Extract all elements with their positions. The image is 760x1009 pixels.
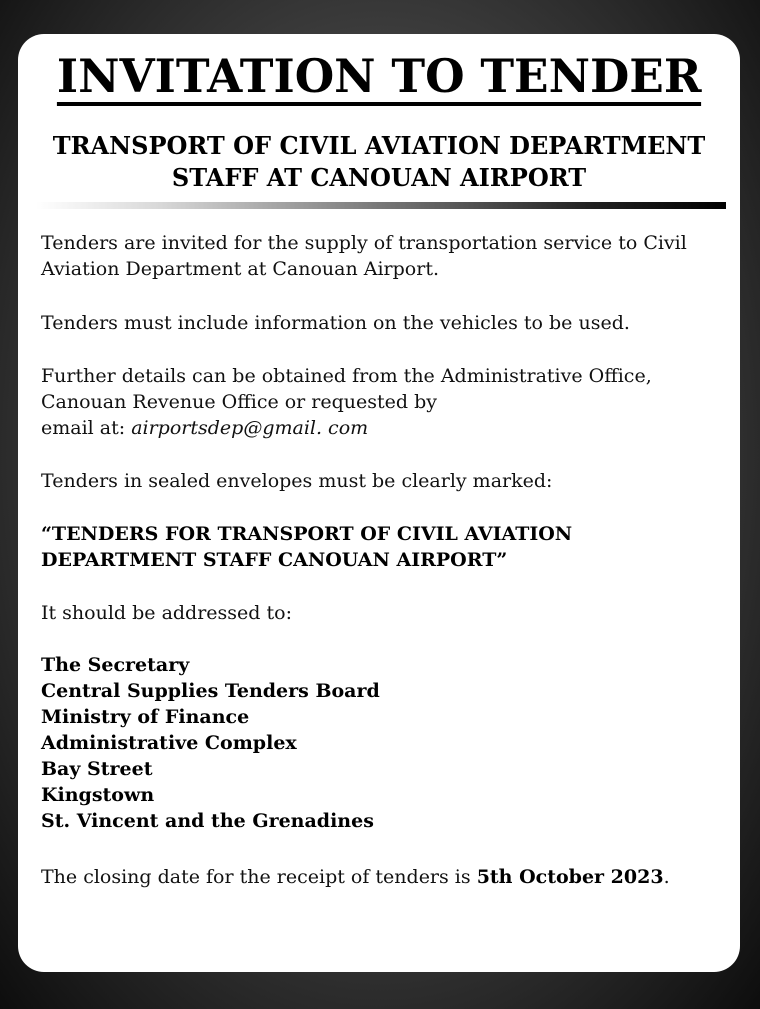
paragraph-vehicles-text: Tenders must include information on the vehicles to be used. xyxy=(41,312,630,334)
address-block xyxy=(41,652,711,834)
paragraph-details-line-1: Further details can be obtained from the Administrative Office, xyxy=(41,365,652,387)
email-prefix: email at: xyxy=(41,417,132,439)
subtitle-line-2: STAFF AT CANOUAN AIRPORT xyxy=(171,163,587,192)
paragraph-vehicles xyxy=(41,310,711,336)
divider-rule xyxy=(36,202,726,209)
paragraph-details-line-3 xyxy=(41,415,711,441)
paragraph-details-line-2: Canouan Revenue Office or requested by xyxy=(41,391,438,413)
paragraph-invitation-line-1: Tenders are invited for the supply of transportation service to Civil xyxy=(41,232,687,254)
closing-date-prefix: The closing date for the receipt of tenders is xyxy=(41,866,477,888)
envelope-marking-line-2: DEPARTMENT STAFF CANOUAN AIRPORT” xyxy=(41,549,508,571)
closing-date-paragraph xyxy=(41,864,711,890)
paragraph-invitation-line-2: Aviation Department at Canouan Airport. xyxy=(41,258,439,280)
address-line: Bay Street xyxy=(41,758,153,780)
notice-subtitle xyxy=(18,130,740,194)
paragraph-sealed xyxy=(41,468,711,494)
paragraph-invitation xyxy=(41,230,711,282)
address-line: Ministry of Finance xyxy=(41,706,250,728)
address-line: Kingstown xyxy=(41,784,155,806)
closing-date: 5th October 2023 xyxy=(476,866,664,888)
notice-title xyxy=(18,46,740,106)
subtitle-line-1: TRANSPORT OF CIVIL AVIATION DEPARTMENT xyxy=(52,131,706,160)
paragraph-address-intro xyxy=(41,600,711,626)
notice-title-text: INVITATION TO TENDER xyxy=(57,50,702,106)
address-line: The Secretary xyxy=(41,654,190,676)
address-line: Administrative Complex xyxy=(41,732,297,754)
paragraph-sealed-text: Tenders in sealed envelopes must be clearly marked: xyxy=(41,470,553,492)
closing-date-suffix: . xyxy=(663,866,670,888)
paragraph-details xyxy=(41,363,711,441)
closing-date-line xyxy=(41,864,711,890)
envelope-marking-line-1: “TENDERS FOR TRANSPORT OF CIVIL AVIATION xyxy=(41,523,573,545)
address-line: St. Vincent and the Grenadines xyxy=(41,810,374,832)
paragraph-address-intro-text: It should be addressed to: xyxy=(41,602,292,624)
tender-notice xyxy=(18,34,740,972)
envelope-marking xyxy=(41,521,711,573)
email-address: airportsdep@gmail. com xyxy=(131,417,369,439)
address-line: Central Supplies Tenders Board xyxy=(41,680,380,702)
